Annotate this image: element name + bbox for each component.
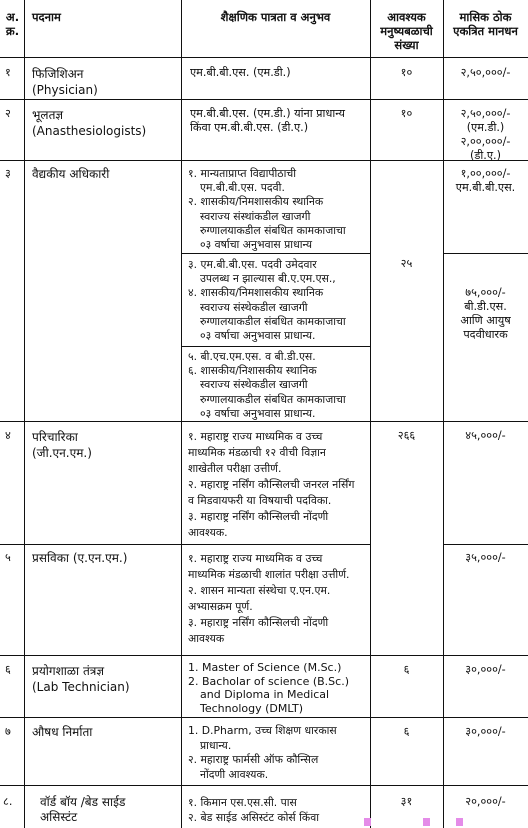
row-sr: ४ [5, 429, 11, 442]
row-qualification: 1. Master of Science (M.Sc.) 2. Bacholar of science (B.Sc.) and Diploma in Medical Technology (DMLT) [188, 661, 349, 715]
row-rule [0, 99, 528, 100]
row-salary: ४५,०००/- [465, 429, 506, 442]
row-count: १० [400, 107, 413, 120]
header-sr: अ. क्र. [5, 10, 20, 38]
row-rule [443, 544, 528, 545]
row-sr: ७ [5, 725, 11, 738]
row-post: परिचारिका (जी.एन.एम.) [32, 430, 92, 460]
row-qualification: ५. बी.एच.एम.एस. व बी.डी.एस. ६. शासकीय/निशासकीय स्थानिक स्वराज्य संस्थेकडील खाजगी रुग्णालयाकडील संबधित कामकाजाचा ०३ वर्षाचा अनुभवास प्राधान्य. [188, 350, 346, 420]
row-qualification: १. मान्यताप्राप्त विद्यापीठाची एम.बी.बी.एस. पदवी. २. शासकीय/निमशासकीय स्थानिक स्वराज्य संस्थांकडील खाजगी रुग्णालयाकडील संबधित कामकाजाचा ०३ वर्षाचा अनुभवास प्राधान्य [188, 167, 346, 252]
row-salary: १,००,०००/- एम.बी.बी.एस. [455, 167, 516, 194]
row-count: २५ [400, 257, 413, 270]
row-qualification: १. महाराष्ट्र राज्य माध्यमिक व उच्च माध्यमिक मंडळाची १२ वीची विज्ञान शाखेतील परीक्षा उत्तीर्ण. २. महाराष्ट्र नर्सिंग कौन्सिलची जनरल नर्सिंग व मिडवायफरी या विषयाची पदविका. ३. महाराष्ट्र नर्सिंग कौन्सिलची नोंदणी आवश्यक. [188, 430, 355, 539]
row-post: भूलतज्ञ (Anasthesiologists) [32, 108, 147, 138]
row-rule [181, 346, 371, 347]
row-count: ६ [403, 725, 410, 738]
header-qualification: शैक्षणिक पात्रता व अनुभव [220, 10, 331, 24]
row-qualification: एम.बी.बी.एस. (एम.डी.) यांना प्राधान्य किंवा एम.बी.बी.एस. (डी.ए.) [190, 107, 346, 134]
row-salary: ३५,०००/- [465, 551, 506, 564]
row-sr: ८. [3, 795, 13, 808]
row-post: प्रसविका (ए.एन.एम.) [32, 551, 128, 565]
row-qualification: एम.बी.बी.एस. (एम.डी.) [190, 66, 291, 79]
row-sr: ६ [5, 663, 11, 676]
pink-mark [456, 818, 463, 826]
row-rule [443, 253, 528, 254]
header-post: पदनाम [32, 10, 61, 24]
row-qualification: १. महाराष्ट्र राज्य माध्यमिक व उच्च माध्यमिक मंडळाची शालांत परीक्षा उत्तीर्ण. २. शासन मान्यता संस्थेचा ए.एन.एम. अभ्यासक्रम पूर्ण. ३. महाराष्ट्र नर्सिंग कौन्सिलची नोंदणी आवश्यक [188, 552, 350, 645]
row-sr: ३ [5, 167, 11, 180]
row-qualification: 1. D.Pharm, उच्च शिक्षण धारकास प्राधान्य. २. महाराष्ट्र फार्मसी ऑफ कौन्सिल नोंदणी आवश्यक. [188, 724, 337, 781]
row-rule [0, 544, 371, 545]
row-rule [0, 421, 528, 422]
pink-mark [423, 818, 430, 826]
row-count: ६ [403, 663, 410, 676]
row-count: ३१ [400, 795, 413, 808]
row-sr: २ [5, 107, 11, 120]
row-rule [0, 717, 528, 718]
row-sr: १ [5, 66, 11, 79]
row-post: फिजिशिअन (Physician) [32, 67, 98, 97]
row-rule [0, 57, 528, 58]
header-required-count: आवश्यक मनुष्यबळाची संख्या [380, 10, 433, 52]
row-post: वॉर्ड बॉय /बेड साईड असिस्टंट [40, 795, 126, 824]
col-rule [370, 0, 371, 828]
pink-mark [364, 818, 371, 826]
row-salary: २,५०,०००/- [460, 66, 511, 79]
row-salary: ३०,०००/- [465, 663, 506, 676]
row-salary: २०,०००/- [465, 795, 506, 808]
row-qualification: ३. एम.बी.बी.एस. पदवी उमेदवार उपलब्ध न झाल्यास बी.ए.एम.एस., ४. शासकीय/निमशासकीय स्थानिक स्वराज्य संस्थेकडील खाजगी रुग्णालयाकडील संबधित कामकाजाचा ०३ वर्षाचा अनुभवास प्राधान्य. [188, 258, 346, 343]
row-count: १० [400, 66, 413, 79]
col-rule [181, 0, 182, 828]
row-rule [0, 785, 528, 786]
header-salary: मासिक ठोक एकत्रित मानधन [453, 10, 518, 38]
row-salary: २,५०,०००/- (एम.डी.) २,००,०००/- (डी.ए.) [460, 107, 511, 162]
row-post: वैद्यकीय अधिकारी [32, 167, 110, 181]
row-qualification: १. किमान एस.एस.सी. पास २. बेड साईड असिस्टंट कोर्स किंवा [188, 796, 320, 824]
col-rule [24, 0, 25, 828]
row-salary: ७५,०००/- बी.डी.एस. आणि आयुष पदवीधारक [460, 286, 511, 341]
row-post: प्रयोगशाळा तंत्रज्ञ (Lab Technician) [32, 664, 130, 694]
row-count: २६६ [397, 429, 416, 442]
row-rule [0, 655, 528, 656]
row-sr: ५ [5, 551, 11, 564]
row-post: औषध निर्माता [32, 725, 93, 739]
row-salary: ३०,०००/- [465, 725, 506, 738]
row-rule [181, 253, 371, 254]
